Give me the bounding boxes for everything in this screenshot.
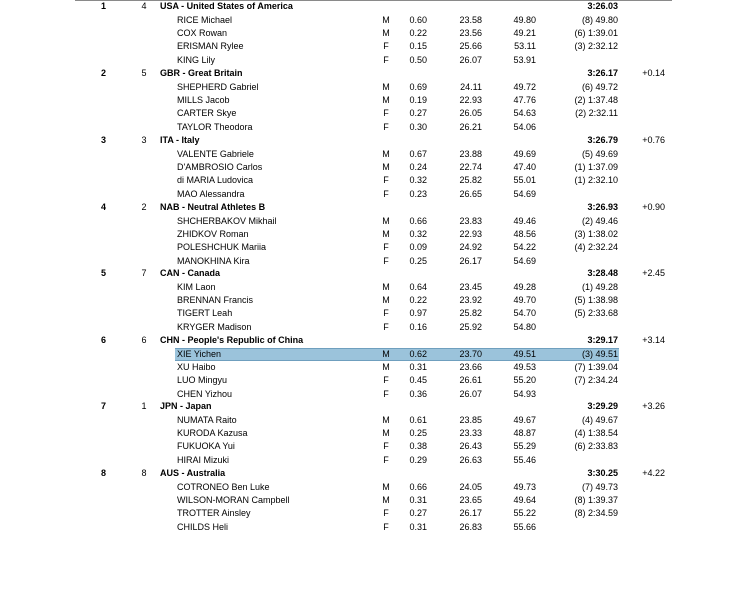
gender-cell: F	[383, 455, 389, 465]
team-name: GBR - Great Britain	[160, 68, 243, 78]
team-name: AUS - Australia	[160, 468, 226, 478]
rank-cell: 5	[101, 268, 107, 278]
swimmer-name: TIGERT Leah	[177, 308, 233, 318]
team-name: USA - United States of America	[160, 1, 293, 11]
time-behind: +4.22	[642, 468, 665, 478]
gender-cell: M	[382, 216, 390, 226]
split-100m: 55.20	[513, 375, 536, 385]
swimmer-name: COX Rowan	[177, 28, 228, 38]
swimmer-name: VALENTE Gabriele	[177, 149, 254, 159]
split-100m: 49.69	[513, 149, 536, 159]
cumulative-split: (4) 2:32.24	[574, 242, 618, 252]
split-100m: 53.11	[514, 41, 536, 51]
split-100m: 55.29	[513, 441, 536, 451]
cumulative-split: (6) 1:39.01	[574, 28, 618, 38]
swimmer-name: KRYGER Madison	[177, 322, 252, 332]
gender-cell: F	[383, 508, 389, 518]
swimmer-row	[0, 281, 746, 294]
swimmer-name: ZHIDKOV Roman	[177, 229, 249, 239]
gender-cell: F	[383, 375, 389, 385]
team-total-time: 3:26.93	[587, 202, 618, 212]
cumulative-split: (8) 49.80	[581, 15, 618, 25]
swimmer-row	[0, 521, 746, 534]
row-highlight	[175, 348, 619, 361]
swimmer-row	[0, 148, 746, 161]
gender-cell: M	[382, 282, 390, 292]
cumulative-split: (4) 1:38.54	[574, 428, 618, 438]
reaction-time: 0.16	[409, 322, 427, 332]
split-100m: 55.01	[513, 175, 536, 185]
swimmer-name: BRENNAN Francis	[177, 295, 254, 305]
split-50m: 23.66	[459, 362, 482, 372]
team-total-time: 3:29.17	[587, 335, 618, 345]
split-100m: 48.56	[513, 229, 536, 239]
gender-cell: M	[382, 428, 390, 438]
swimmer-name: CHILDS Heli	[177, 522, 229, 532]
cumulative-split: (2) 1:37.48	[574, 95, 618, 105]
gender-cell: F	[383, 122, 389, 132]
reaction-time: 0.66	[409, 216, 427, 226]
split-100m: 55.46	[513, 455, 536, 465]
gender-cell: M	[382, 349, 390, 359]
split-50m: 25.66	[459, 41, 482, 51]
reaction-time: 0.19	[409, 95, 427, 105]
gender-cell: M	[382, 415, 390, 425]
split-50m: 22.93	[459, 95, 482, 105]
swimmer-row	[0, 54, 746, 67]
reaction-time: 0.31	[409, 362, 427, 372]
swimmer-row	[0, 121, 746, 134]
split-50m: 26.65	[459, 189, 482, 199]
reaction-time: 0.27	[409, 508, 427, 518]
split-50m: 26.05	[459, 108, 482, 118]
split-50m: 24.92	[459, 242, 482, 252]
gender-cell: F	[383, 242, 389, 252]
gender-cell: M	[382, 162, 390, 172]
gender-cell: M	[382, 362, 390, 372]
split-50m: 23.33	[459, 428, 482, 438]
time-behind: +0.14	[642, 68, 665, 78]
gender-cell: F	[383, 189, 389, 199]
time-behind: +0.76	[642, 135, 665, 145]
reaction-time: 0.64	[409, 282, 427, 292]
split-50m: 26.43	[459, 441, 482, 451]
cumulative-split: (8) 1:39.37	[574, 495, 618, 505]
team-row	[0, 201, 746, 214]
team-total-time: 3:29.29	[587, 401, 618, 411]
swimmer-row	[0, 81, 746, 94]
reaction-time: 0.50	[409, 55, 427, 65]
rank-cell: 4	[101, 202, 107, 212]
lane-cell: 1	[141, 401, 147, 411]
team-total-time: 3:30.25	[587, 468, 618, 478]
swimmer-name: XU Haibo	[177, 362, 216, 372]
gender-cell: F	[383, 108, 389, 118]
swimmer-name: SHCHERBAKOV Mikhail	[177, 216, 277, 226]
cumulative-split: (3) 1:38.02	[574, 229, 618, 239]
split-50m: 23.56	[459, 28, 482, 38]
swimmer-row	[0, 361, 746, 374]
swimmer-name: POLESHCHUK Mariia	[177, 242, 267, 252]
split-100m: 54.63	[513, 108, 536, 118]
swimmer-name: MAO Alessandra	[177, 189, 245, 199]
swimmer-row	[0, 188, 746, 201]
gender-cell: M	[382, 95, 390, 105]
time-behind: +0.90	[642, 202, 665, 212]
split-50m: 25.82	[459, 175, 482, 185]
split-100m: 47.40	[513, 162, 536, 172]
team-row	[0, 67, 746, 80]
gender-cell: F	[383, 41, 389, 51]
time-behind: +2.45	[642, 268, 665, 278]
gender-cell: M	[382, 229, 390, 239]
split-100m: 55.66	[513, 522, 536, 532]
swimmer-row	[0, 481, 746, 494]
team-row	[0, 400, 746, 413]
reaction-time: 0.45	[409, 375, 427, 385]
reaction-time: 0.60	[409, 15, 427, 25]
rank-cell: 7	[101, 401, 107, 411]
split-100m: 54.80	[513, 322, 536, 332]
swimmer-row	[0, 40, 746, 53]
cumulative-split: (1) 1:37.09	[574, 162, 618, 172]
team-row	[0, 134, 746, 147]
split-50m: 23.85	[459, 415, 482, 425]
reaction-time: 0.61	[409, 415, 427, 425]
swimmer-name: NUMATA Raito	[177, 415, 237, 425]
split-50m: 22.74	[459, 162, 482, 172]
reaction-time: 0.09	[409, 242, 427, 252]
team-total-time: 3:26.03	[587, 1, 618, 11]
reaction-time: 0.69	[409, 82, 427, 92]
swimmer-row-highlighted	[0, 348, 746, 361]
swimmer-row	[0, 321, 746, 334]
lane-cell: 2	[141, 202, 147, 212]
swimmer-name: SHEPHERD Gabriel	[177, 82, 259, 92]
split-50m: 26.07	[459, 389, 482, 399]
swimmer-name: KIM Laon	[177, 282, 216, 292]
gender-cell: M	[382, 15, 390, 25]
swimmer-row	[0, 294, 746, 307]
cumulative-split: (7) 2:34.24	[574, 375, 618, 385]
rank-cell: 6	[101, 335, 107, 345]
split-50m: 26.83	[459, 522, 482, 532]
team-total-time: 3:26.17	[587, 68, 618, 78]
reaction-time: 0.31	[409, 522, 427, 532]
rank-cell: 1	[101, 1, 107, 11]
split-100m: 54.06	[513, 122, 536, 132]
swimmer-row	[0, 507, 746, 520]
swimmer-name: XIE Yichen	[177, 349, 222, 359]
swimmer-name: MILLS Jacob	[177, 95, 230, 105]
split-100m: 49.73	[513, 482, 536, 492]
lane-cell: 5	[141, 68, 147, 78]
split-50m: 25.92	[459, 322, 482, 332]
swimmer-name: LUO Mingyu	[177, 375, 228, 385]
gender-cell: F	[383, 389, 389, 399]
split-50m: 26.07	[459, 55, 482, 65]
team-name: CHN - People's Republic of China	[160, 335, 304, 345]
team-total-time: 3:28.48	[587, 268, 618, 278]
swimmer-name: ERISMAN Rylee	[177, 41, 244, 51]
split-100m: 49.21	[513, 28, 536, 38]
split-50m: 22.93	[459, 229, 482, 239]
cumulative-split: (5) 1:38.98	[574, 295, 618, 305]
swimmer-name: RICE Michael	[177, 15, 233, 25]
gender-cell: F	[383, 441, 389, 451]
split-100m: 49.64	[513, 495, 536, 505]
swimmer-row	[0, 161, 746, 174]
team-name: ITA - Italy	[160, 135, 200, 145]
split-50m: 23.88	[459, 149, 482, 159]
swimmer-name: MANOKHINA Kira	[177, 256, 250, 266]
cumulative-split: (7) 49.73	[581, 482, 618, 492]
split-100m: 49.28	[513, 282, 536, 292]
team-row	[0, 467, 746, 480]
swimmer-row	[0, 107, 746, 120]
split-50m: 23.83	[459, 216, 482, 226]
lane-cell: 6	[141, 335, 147, 345]
reaction-time: 0.32	[409, 229, 427, 239]
cumulative-split: (3) 49.51	[581, 349, 618, 359]
gender-cell: M	[382, 495, 390, 505]
split-50m: 23.65	[459, 495, 482, 505]
swimmer-name: WILSON-MORAN Campbell	[177, 495, 290, 505]
swimmer-row	[0, 215, 746, 228]
swimmer-row	[0, 94, 746, 107]
rank-cell: 8	[101, 468, 107, 478]
split-50m: 23.92	[459, 295, 482, 305]
reaction-time: 0.24	[409, 162, 427, 172]
team-row	[0, 267, 746, 280]
team-row	[0, 0, 746, 13]
swimmer-row	[0, 228, 746, 241]
split-50m: 25.82	[459, 308, 482, 318]
cumulative-split: (8) 2:34.59	[574, 508, 618, 518]
gender-cell: F	[383, 308, 389, 318]
gender-cell: M	[382, 28, 390, 38]
cumulative-split: (2) 49.46	[581, 216, 618, 226]
reaction-time: 0.32	[409, 175, 427, 185]
team-name: JPN - Japan	[160, 401, 212, 411]
split-50m: 26.21	[459, 122, 482, 132]
split-100m: 54.69	[513, 189, 536, 199]
reaction-time: 0.67	[409, 149, 427, 159]
split-50m: 23.45	[459, 282, 482, 292]
swimmer-row	[0, 374, 746, 387]
swimmer-row	[0, 174, 746, 187]
split-100m: 49.67	[513, 415, 536, 425]
reaction-time: 0.27	[409, 108, 427, 118]
rank-cell: 2	[101, 68, 107, 78]
swimmer-row	[0, 454, 746, 467]
rank-cell: 3	[101, 135, 107, 145]
team-total-time: 3:26.79	[587, 135, 618, 145]
reaction-time: 0.62	[409, 349, 427, 359]
reaction-time: 0.23	[409, 189, 427, 199]
split-50m: 23.70	[459, 349, 482, 359]
split-100m: 49.72	[513, 82, 536, 92]
swimmer-row	[0, 440, 746, 453]
lane-cell: 3	[141, 135, 147, 145]
reaction-time: 0.22	[409, 28, 427, 38]
reaction-time: 0.25	[409, 428, 427, 438]
gender-cell: F	[383, 322, 389, 332]
swimmer-name: HIRAI Mizuki	[177, 455, 230, 465]
swimmer-row	[0, 494, 746, 507]
split-100m: 48.87	[513, 428, 536, 438]
swimmer-row	[0, 307, 746, 320]
split-100m: 53.91	[513, 55, 536, 65]
cumulative-split: (5) 49.69	[581, 149, 618, 159]
swimmer-name: FUKUOKA Yui	[177, 441, 235, 451]
team-row	[0, 334, 746, 347]
swimmer-name: D'AMBROSIO Carlos	[177, 162, 263, 172]
reaction-time: 0.66	[409, 482, 427, 492]
reaction-time: 0.15	[409, 41, 427, 51]
split-50m: 24.05	[459, 482, 482, 492]
reaction-time: 0.30	[409, 122, 427, 132]
swimmer-name: COTRONEO Ben Luke	[177, 482, 270, 492]
cumulative-split: (6) 49.72	[581, 82, 618, 92]
reaction-time: 0.38	[409, 441, 427, 451]
lane-cell: 7	[141, 268, 147, 278]
gender-cell: F	[383, 175, 389, 185]
gender-cell: F	[383, 256, 389, 266]
split-50m: 23.58	[459, 15, 482, 25]
swimmer-name: CARTER Skye	[177, 108, 237, 118]
swimmer-row	[0, 414, 746, 427]
split-100m: 49.80	[513, 15, 536, 25]
swimmer-name: KURODA Kazusa	[177, 428, 248, 438]
cumulative-split: (1) 2:32.10	[574, 175, 618, 185]
reaction-time: 0.29	[409, 455, 427, 465]
swimmer-name: di MARIA Ludovica	[177, 175, 254, 185]
split-100m: 49.70	[513, 295, 536, 305]
reaction-time: 0.22	[409, 295, 427, 305]
cumulative-split: (3) 2:32.12	[574, 41, 618, 51]
gender-cell: F	[383, 522, 389, 532]
team-name: NAB - Neutral Athletes B	[160, 202, 266, 212]
split-100m: 49.53	[513, 362, 536, 372]
gender-cell: M	[382, 82, 390, 92]
split-100m: 49.51	[513, 349, 536, 359]
split-100m: 54.69	[513, 256, 536, 266]
swimmer-name: TAYLOR Theodora	[177, 122, 253, 132]
reaction-time: 0.31	[409, 495, 427, 505]
time-behind: +3.14	[642, 335, 665, 345]
split-100m: 55.22	[513, 508, 536, 518]
cumulative-split: (2) 2:32.11	[575, 108, 618, 118]
gender-cell: M	[382, 295, 390, 305]
swimmer-name: TROTTER Ainsley	[177, 508, 251, 518]
split-100m: 54.70	[513, 308, 536, 318]
gender-cell: M	[382, 482, 390, 492]
cumulative-split: (5) 2:33.68	[574, 308, 618, 318]
swimmer-name: CHEN Yizhou	[177, 389, 233, 399]
cumulative-split: (1) 49.28	[581, 282, 618, 292]
split-50m: 26.63	[459, 455, 482, 465]
swimmer-row	[0, 27, 746, 40]
swimmer-row	[0, 241, 746, 254]
swimmer-name: KING Lily	[177, 55, 216, 65]
split-100m: 49.46	[513, 216, 536, 226]
split-100m: 47.76	[513, 95, 536, 105]
cumulative-split: (6) 2:33.83	[574, 441, 618, 451]
split-50m: 24.11	[460, 82, 482, 92]
swimmer-row	[0, 427, 746, 440]
split-100m: 54.93	[513, 389, 536, 399]
split-50m: 26.61	[459, 375, 482, 385]
split-50m: 26.17	[459, 256, 482, 266]
lane-cell: 4	[141, 1, 147, 11]
reaction-time: 0.36	[409, 389, 427, 399]
reaction-time: 0.97	[409, 308, 427, 318]
reaction-time: 0.25	[409, 256, 427, 266]
cumulative-split: (7) 1:39.04	[574, 362, 618, 372]
cumulative-split: (4) 49.67	[581, 415, 618, 425]
team-name: CAN - Canada	[160, 268, 221, 278]
split-100m: 54.22	[513, 242, 536, 252]
split-50m: 26.17	[459, 508, 482, 518]
lane-cell: 8	[141, 468, 147, 478]
gender-cell: F	[383, 55, 389, 65]
time-behind: +3.26	[642, 401, 665, 411]
gender-cell: M	[382, 149, 390, 159]
swimmer-row	[0, 14, 746, 27]
